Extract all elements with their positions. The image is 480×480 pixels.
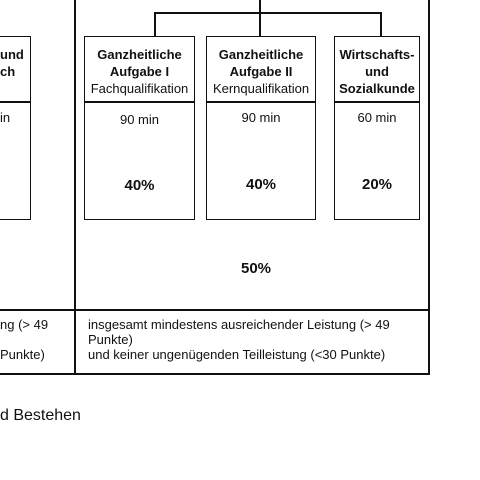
connector-drop-2 xyxy=(259,12,261,36)
row-top-border xyxy=(0,309,430,311)
connector-drop-3 xyxy=(380,12,382,36)
box-1-percent: 40% xyxy=(124,177,155,194)
row-left-line-2: Punkte) xyxy=(0,347,45,362)
total-percent: 50% xyxy=(240,260,272,277)
left-partial-duration: in xyxy=(0,110,11,125)
box-3-percent: 20% xyxy=(361,176,393,193)
connector-drop-1 xyxy=(154,12,156,36)
box-3-title-1: Wirtschafts- xyxy=(339,47,415,62)
box-3-subtitle: Sozialkunde xyxy=(339,81,415,96)
right-frame-border xyxy=(428,0,430,374)
row-left-line-1: ng (> 49 xyxy=(0,317,49,332)
box-1-title-1: Ganzheitliche xyxy=(97,47,182,62)
box-2-percent: 40% xyxy=(245,176,277,193)
row-right-line-3: und keiner ungenügenden Teilleistung (<30 Punkte) xyxy=(88,347,386,362)
left-partial-header-1: und xyxy=(0,47,24,62)
box-2-duration: 90 min xyxy=(241,110,281,125)
box-2-title-1: Ganzheitliche xyxy=(218,47,304,62)
row-right-line-1: insgesamt mindestens ausreichender Leistung (> 49 xyxy=(88,317,390,332)
connector-bar xyxy=(154,12,381,14)
exam-box-2 xyxy=(206,36,316,220)
box-2-subtitle: Kernqualifikation xyxy=(212,81,310,96)
exam-box-3 xyxy=(334,36,420,220)
box-2-title-2: Aufgabe II xyxy=(229,64,293,79)
box-1-title-2: Aufgabe I xyxy=(109,64,170,79)
left-column-divider xyxy=(74,0,76,374)
box-3-title-2: und xyxy=(365,64,389,79)
row-right-line-2: Punkte) xyxy=(88,332,133,347)
box-1-duration: 90 min xyxy=(119,112,160,127)
row-bottom-border xyxy=(0,373,430,375)
footer-text: d Bestehen xyxy=(0,407,81,424)
box-1-subtitle: Fachqualifikation xyxy=(90,81,189,96)
box-3-duration: 60 min xyxy=(357,110,397,125)
exam-box-1 xyxy=(84,36,195,220)
left-partial-header-2: ch xyxy=(0,64,16,79)
